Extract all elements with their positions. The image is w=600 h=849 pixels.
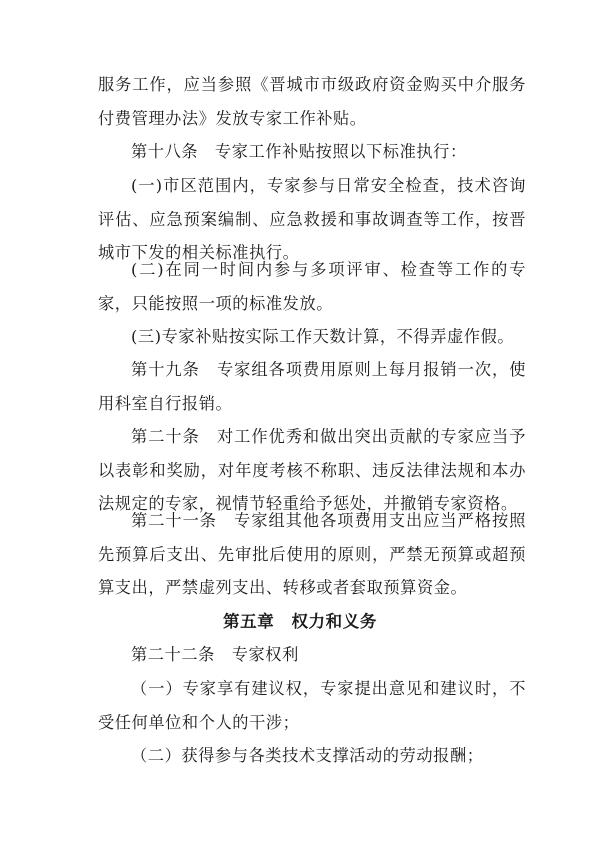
chapter-title: 第五章 权力和义务: [223, 612, 377, 631]
paragraph-article-18-item-1: (一)市区范围内，专家参与日常安全检查，技术咨询评估、应急预案编制、应急救援和事故调查等工作，按晋城市下发的相关标准执行。: [98, 176, 526, 262]
paragraph-article-18-item-2: (二)在同一时间内参与多项评审、检查等工作的专家，只能按照一项的标准发放。: [98, 260, 526, 313]
paragraph-article-18: 第十八条 专家工作补贴按照以下标准执行：: [131, 142, 467, 161]
paragraph-service-work: 服务工作，应当参照《晋城市市级政府资金购买中介服务付费管理办法》发放专家工作补贴。: [98, 75, 526, 128]
paragraph-article-19: 第十九条 专家组各项费用原则上每月报销一次，使用科室自行报销。: [98, 360, 526, 413]
paragraph-article-22: 第二十二条 专家权利: [131, 645, 299, 664]
paragraph-article-21: 第二十一条 专家组其他各项费用支出应当严格按照先预算后支出、先审批后使用的原则，严禁无预算或超预算支出，严禁虚列支出、转移或者套取预算资金。: [98, 511, 526, 597]
paragraph-article-22-item-1: （一）专家享有建议权，专家提出意见和建议时，不受任何单位和个人的干涉；: [98, 679, 526, 732]
paragraph-article-18-item-3: (三)专家补贴按实际工作天数计算，不得弄虚作假。: [131, 327, 515, 346]
paragraph-article-20: 第二十条 对工作优秀和做出突出贡献的专家应当予以表彰和奖励，对年度考核不称职、违反法律法规和本办法规定的专家，视情节轻重给予惩处，并撤销专家资格。: [98, 427, 526, 513]
paragraph-article-22-item-2: （二）获得参与各类技术支撑活动的劳动报酬；: [131, 746, 484, 765]
